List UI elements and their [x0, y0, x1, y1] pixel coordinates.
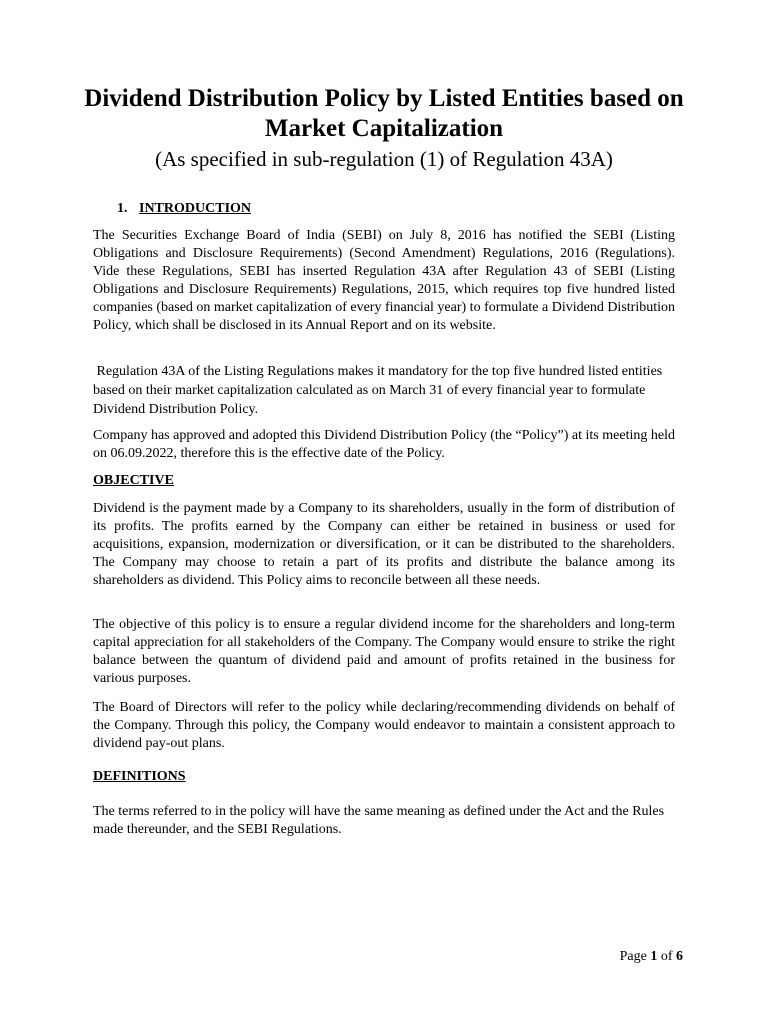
- section-heading-introduction: INTRODUCTION: [139, 201, 252, 216]
- objective-paragraph-3: The Board of Directors will refer to the policy while declaring/recommending dividends on behalf of the Company. Through this policy, the Company would endeavor to maintain a consistent approach to dividend pay-out plans.: [93, 700, 675, 751]
- page-current: 1: [650, 949, 658, 964]
- introduction-paragraph-1: The Securities Exchange Board of India (SEBI) on July 8, 2016 has notified the SEBI (Listing Obligations and Disclosure Requirements) (Second Amendment) Regulations, 2016 (Regulations). Vide these Regulations, SEBI has inserted Regulation 43A after Regulation 43 of SEBI (Listing Obligations and Disclosure Requirements) Regulations, 2015, which requires top five hundred listed companies (based on market capitalization of every financial year) to formulate a Dividend Distribution Policy, which shall be disclosed in its Annual Report and on its website.: [93, 228, 675, 333]
- page-total: 6: [676, 949, 683, 964]
- section-heading-objective: OBJECTIVE: [93, 473, 174, 488]
- objective-paragraph-2: The objective of this policy is to ensure a regular dividend income for the shareholders and long-term capital appreciation for all stakeholders of the Company. The Company would ensure to strike the right balance between the quantum of dividend paid and amount of profits retained in the business for various purposes.: [93, 617, 675, 686]
- document-subtitle: (As specified in sub-regulation (1) of Regulation 43A): [155, 147, 613, 171]
- section-number-introduction: 1.: [117, 201, 128, 216]
- objective-paragraph-1: Dividend is the payment made by a Company to its shareholders, usually in the form of distribution of its profits. The profits earned by the Company can either be retained in business or used for acquisitions, expansion, modernization or diversification, or it can be distributed to the shareholders. The Company may choose to retain a part of its profits and distribute the balance among its shareholders as dividend. This Policy aims to reconcile between all these needs.: [93, 501, 675, 588]
- introduction-paragraph-3: Company has approved and adopted this Dividend Distribution Policy (the “Policy”) at its meeting held on 06.09.2022, therefore this is the effective date of the Policy.: [93, 428, 675, 461]
- page-of-label: of: [660, 949, 673, 964]
- definitions-paragraph-1: The terms referred to in the policy will have the same meaning as defined under the Act and the Rules made thereunder, and the SEBI Regulations.: [93, 804, 665, 837]
- page-number-footer: [600, 948, 683, 966]
- introduction-paragraph-2: Regulation 43A of the Listing Regulations makes it mandatory for the top five hundred listed entities based on their market capitalization calculated as on March 31 of every financial year to formulate Dividend Distribution Policy.: [93, 364, 666, 417]
- section-heading-definitions: DEFINITIONS: [93, 769, 186, 784]
- page-label: Page: [619, 949, 647, 964]
- document-title: Dividend Distribution Policy by Listed Entities based on Market Capitalization: [84, 85, 684, 142]
